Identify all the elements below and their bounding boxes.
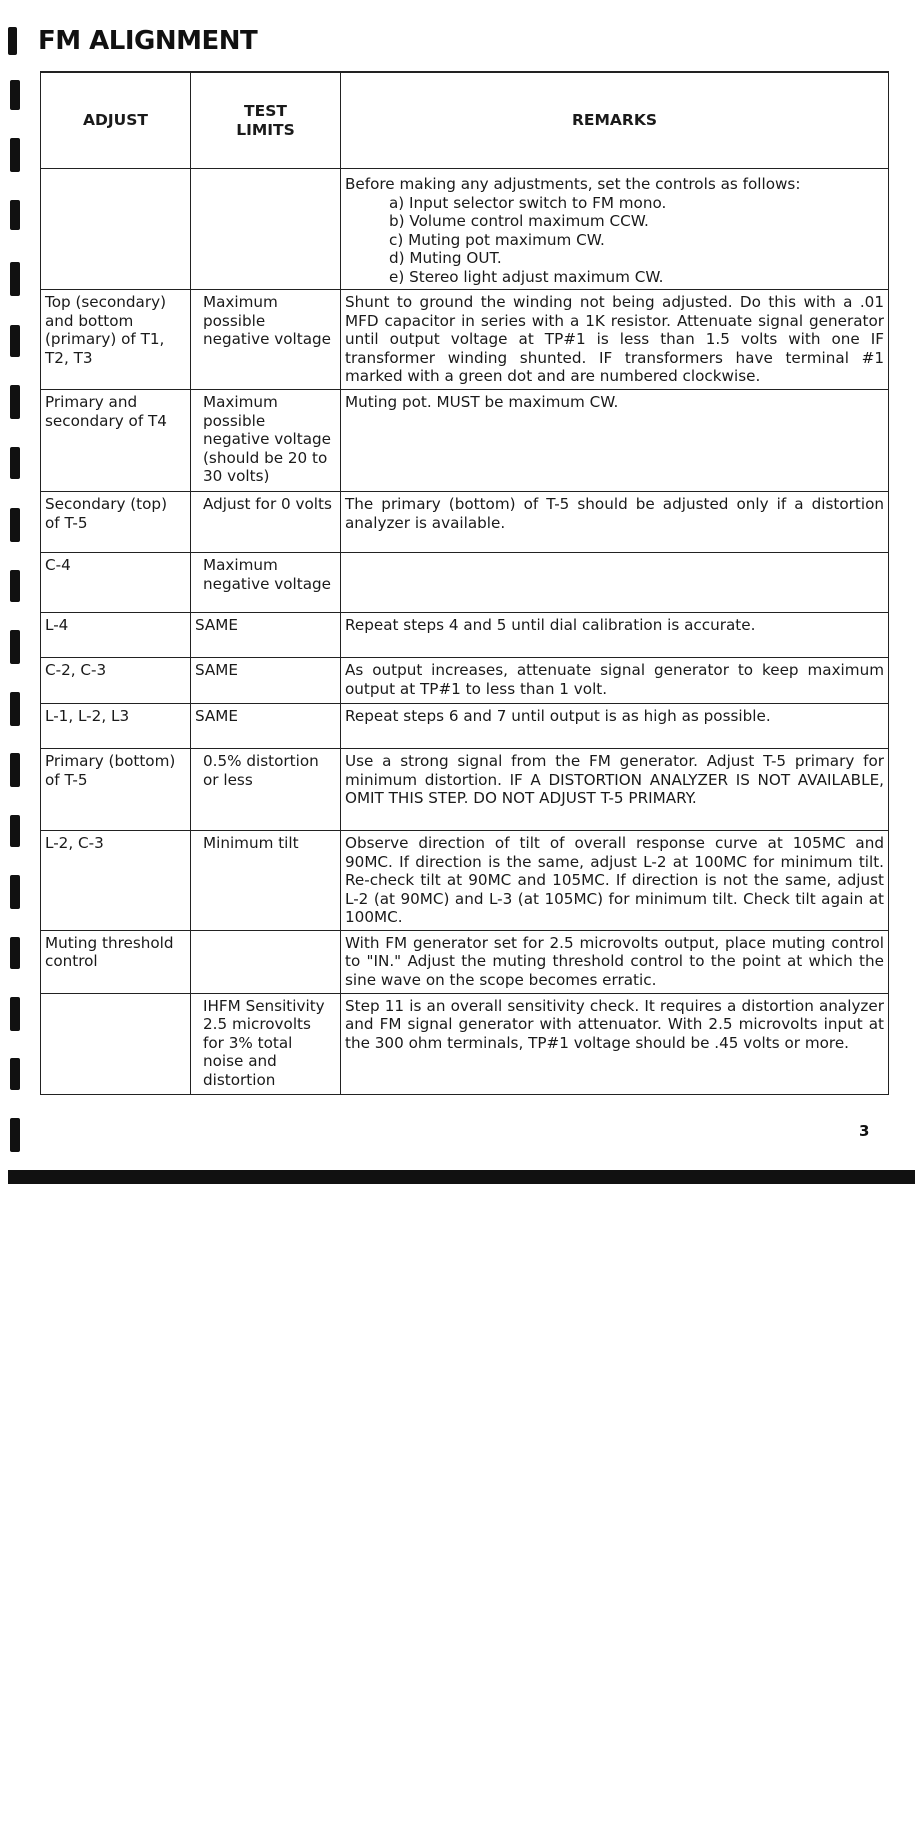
cell-adjust: Muting threshold control [41, 930, 191, 993]
binding-mark [10, 1118, 20, 1152]
cell-remarks: Repeat steps 4 and 5 until dial calibration is accurate. [341, 613, 889, 658]
binding-mark [10, 200, 20, 230]
fm-alignment-table [40, 71, 889, 1095]
table-row [41, 993, 889, 1094]
preliminary-item: e) Stereo light adjust maximum CW. [389, 267, 664, 286]
header-test-limits-label: TEST LIMITS [236, 102, 295, 139]
binding-mark [10, 447, 20, 479]
binding-mark [10, 262, 20, 296]
header-test-limits [191, 72, 341, 169]
table-row [41, 553, 889, 613]
cell-adjust: L-4 [41, 613, 191, 658]
preliminary-list [345, 194, 884, 287]
preliminary-item: d) Muting OUT. [389, 249, 502, 267]
page-title: FM ALIGNMENT [38, 26, 258, 56]
table-row-preliminary [41, 169, 889, 290]
table-row [41, 749, 889, 831]
cell-limits: Maximum possible negative voltage [191, 290, 341, 390]
cell-adjust: L-1, L-2, L3 [41, 704, 191, 749]
cell-remarks [341, 169, 889, 290]
cell-remarks: With FM generator set for 2.5 microvolts output, place muting control to "IN." Adjust the muting threshold control to the point at which the sine wave on the scope becomes erratic. [341, 930, 889, 993]
binding-mark [10, 508, 20, 542]
cell-limits: IHFM Sensitivity 2.5 microvolts for 3% total noise and distortion [191, 993, 341, 1094]
cell-remarks: Observe direction of tilt of overall response curve at 105MC and 90MC. If direction is the same, adjust L-2 at 100MC for minimum tilt. Re-check tilt at 90MC and 105MC. If direction is not the same, adjust L-2 (at 90MC) and L-3 (at 105MC) for minimum tilt. Check tilt again at 100MC. [341, 831, 889, 931]
table-row [41, 290, 889, 390]
cell-adjust: C-2, C-3 [41, 658, 191, 704]
table-row [41, 390, 889, 492]
table-row [41, 492, 889, 553]
binding-mark [10, 692, 20, 726]
cell-limits: SAME [191, 658, 341, 704]
cell-remarks: Step 11 is an overall sensitivity check. It requires a distortion analyzer and FM signal generator with attenuator. With 2.5 microvolts input at the 300 ohm terminals, TP#1 voltage should be .45 volts or more. [341, 993, 889, 1094]
binding-mark [10, 997, 20, 1031]
cell-adjust [41, 169, 191, 290]
binding-mark [10, 875, 20, 909]
cell-limits: SAME [191, 613, 341, 658]
cell-remarks: Shunt to ground the winding not being adjusted. Do this with a .01 MFD capacitor in series with a 1K resistor. Attenuate signal generator until output voltage at TP#1 is less than 1.5 volts with one IF transformer winding shunted. IF transformers have terminal #1 marked with a green dot and are numbered clockwise. [341, 290, 889, 390]
cell-remarks: The primary (bottom) of T-5 should be adjusted only if a distortion analyzer is available. [341, 492, 889, 553]
cell-limits: 0.5% distortion or less [191, 749, 341, 831]
cell-adjust: Secondary (top) of T-5 [41, 492, 191, 553]
binding-mark [10, 80, 20, 110]
cell-limits: Maximum possible negative voltage (should be 20 to 30 volts) [191, 390, 341, 492]
cell-adjust: Primary and secondary of T4 [41, 390, 191, 492]
preliminary-intro: Before making any adjustments, set the controls as follows: [345, 175, 801, 193]
binding-mark [10, 630, 20, 664]
preliminary-item: a) Input selector switch to FM mono. [389, 193, 667, 212]
cell-remarks: Use a strong signal from the FM generator. Adjust T-5 primary for minimum distortion. IF A DISTORTION ANALYZER IS NOT AVAILABLE, OMIT THIS STEP. DO NOT ADJUST T-5 PRIMARY. [341, 749, 889, 831]
binding-mark [10, 1058, 20, 1090]
binding-mark [10, 815, 20, 847]
cell-remarks: Repeat steps 6 and 7 until output is as high as possible. [341, 704, 889, 749]
binding-mark [10, 570, 20, 602]
cell-limits [191, 930, 341, 993]
preliminary-item: b) Volume control maximum CCW. [389, 212, 649, 230]
binding-mark [10, 937, 20, 969]
cell-limits [191, 169, 341, 290]
table-row [41, 704, 889, 749]
binding-mark [10, 753, 20, 787]
table-header-row [41, 72, 889, 169]
table-row [41, 831, 889, 931]
cell-adjust [41, 993, 191, 1094]
title-bar-mark [8, 27, 17, 55]
header-adjust: ADJUST [41, 72, 191, 169]
cell-adjust: Primary (bottom) of T-5 [41, 749, 191, 831]
cell-limits: SAME [191, 704, 341, 749]
cell-limits: Maximum negative voltage [191, 553, 341, 613]
table-row [41, 930, 889, 993]
bottom-bar [8, 1170, 915, 1184]
binding-mark [10, 138, 20, 172]
cell-remarks: As output increases, attenuate signal generator to keep maximum output at TP#1 to less than 1 volt. [341, 658, 889, 704]
cell-remarks [341, 553, 889, 613]
preliminary-item: c) Muting pot maximum CW. [389, 230, 605, 249]
cell-limits: Adjust for 0 volts [191, 492, 341, 553]
cell-adjust: L-2, C-3 [41, 831, 191, 931]
cell-adjust: C-4 [41, 553, 191, 613]
page-number: 3 [859, 1122, 870, 1140]
cell-adjust: Top (secondary) and bottom (primary) of T1, T2, T3 [41, 290, 191, 390]
cell-limits: Minimum tilt [191, 831, 341, 931]
binding-mark [10, 325, 20, 357]
binding-mark [10, 385, 20, 419]
cell-remarks: Muting pot. MUST be maximum CW. [341, 390, 889, 492]
table-row [41, 613, 889, 658]
header-remarks: REMARKS [341, 72, 889, 169]
table-row [41, 658, 889, 704]
